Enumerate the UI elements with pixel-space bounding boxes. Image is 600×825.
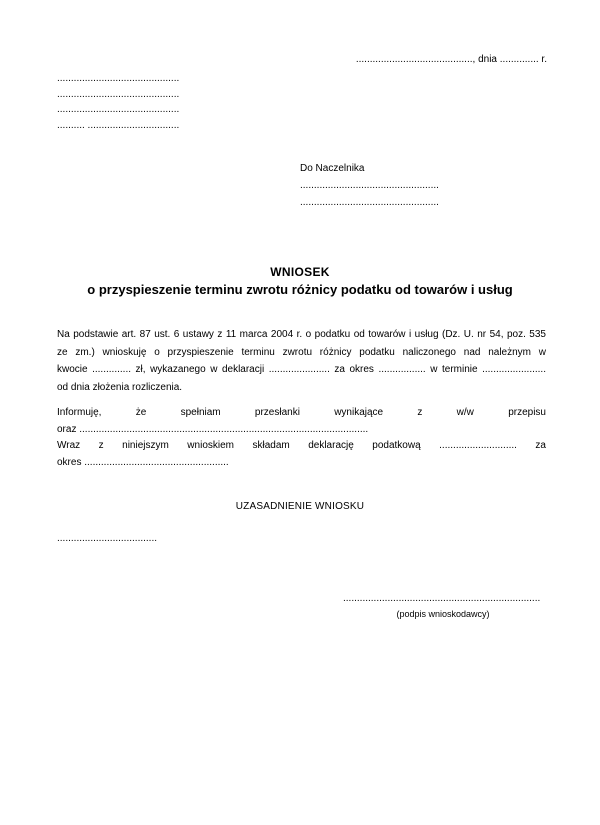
paragraph-line: kwocie .............. zł, wykazanego w deklaracji ...................... za okres ................. w terminie ....................... bbox=[57, 364, 546, 375]
sender-address-block bbox=[57, 71, 179, 133]
signature-block bbox=[343, 590, 543, 620]
paragraph-legal-basis bbox=[57, 326, 546, 396]
recipient-heading: Do Naczelnika bbox=[300, 163, 365, 174]
justification-dotted-line: .................................... bbox=[57, 533, 158, 544]
paragraph-line: ze zm.) wnioskuję o przyspieszenie terminu zwrotu różnicy podatku naliczonego nad należnym w bbox=[57, 346, 546, 358]
signature-dotted-line: ....................................................................... bbox=[343, 593, 541, 604]
paragraph-line: okres .................................................... bbox=[57, 456, 229, 468]
form-subtitle: o przyspieszenie terminu zwrotu różnicy podatku od towarów i usług bbox=[87, 282, 513, 297]
sender-dotted-line: ............................................ bbox=[57, 88, 180, 100]
recipient-block bbox=[300, 160, 439, 211]
paragraph-declaration bbox=[57, 405, 546, 471]
form-title: WNIOSEK bbox=[270, 265, 330, 279]
signature-caption: (podpis wnioskodawcy) bbox=[396, 609, 490, 619]
recipient-dotted-line: .................................................. bbox=[300, 197, 439, 208]
date-line: .........................................., dnia .............. r. bbox=[355, 54, 547, 65]
paragraph-line: od dnia złożenia rozliczenia. bbox=[57, 381, 183, 393]
sender-dotted-line: .......... ................................. bbox=[57, 119, 180, 131]
paragraph-line: Informuję, że spełniam przesłanki wynikające z w/w przepisu bbox=[57, 407, 546, 418]
section-heading-justification: UZASADNIENIE WNIOSKU bbox=[235, 501, 365, 512]
recipient-dotted-line: .................................................. bbox=[300, 180, 439, 191]
sender-dotted-line: ............................................ bbox=[57, 73, 180, 84]
paragraph-line: oraz ........................................................................................................ bbox=[57, 423, 369, 435]
sender-dotted-line: ............................................ bbox=[57, 104, 180, 115]
paragraph-line: Na podstawie art. 87 ust. 6 ustawy z 11 marca 2004 r. o podatku od towarów i usług (Dz. U. nr 54, poz. 535 bbox=[57, 329, 546, 340]
paragraph-line: Wraz z niniejszym wnioskiem składam deklarację podatkową ............................ za bbox=[57, 440, 546, 451]
